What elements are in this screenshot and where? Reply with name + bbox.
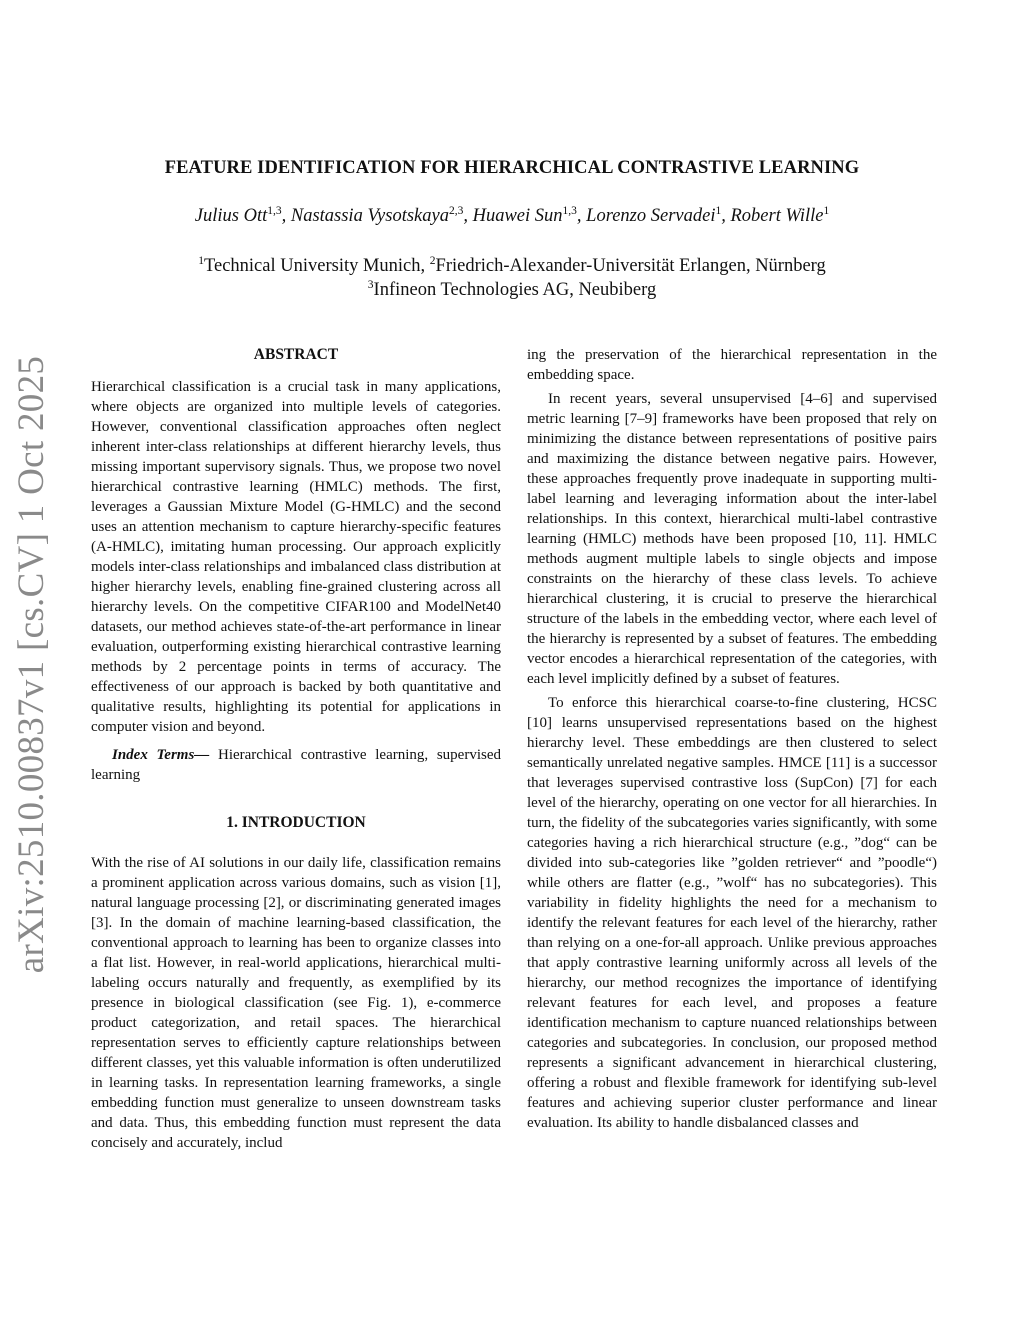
arxiv-identifier-stamp xyxy=(2,355,62,973)
author-name: Lorenzo Servadei xyxy=(586,206,716,226)
index-terms-text: Hierarchical contrastive learning, supervised learning xyxy=(91,747,501,783)
right-column xyxy=(527,345,937,1133)
index-terms xyxy=(91,745,501,785)
author-name: Robert Wille xyxy=(730,206,824,226)
affiliation-tum: Technical University Munich, xyxy=(203,256,430,276)
index-terms-label: Index Terms— xyxy=(112,747,210,763)
affiliation-infineon: Infineon Technologies AG, Neubiberg xyxy=(373,280,657,300)
author-name: Nastassia Vysotskaya xyxy=(290,206,449,226)
introduction-paragraph-2: In recent years, several unsupervised [4–6] and supervised metric learning [7–9] frameworks have been proposed that rely on minimizing the distance between representations of positive pairs and maximizing the distance between negative pairs. However, these approaches frequently prove inadequate in supporting multi-label learning and leveraging information about the inter-label relationships. In this context, hierarchical multi-label contrastive learning (HMLC) methods have been proposed [10, 11]. HMLC methods augment multiple labels to single objects and impose constraints on the hierarchy of these class levels. To achieve hierarchical clustering, it is crucial to preserve the hierarchical structure of the labels in the embedding vector, where each level of the hierarchy is represented by a subset of features. The embedding vector encodes a hierarchical representation of the categories, with each level implicitly defined by a subset of features. xyxy=(527,391,937,687)
abstract-text: Hierarchical classification is a crucial task in many applications, where objects are organized into multiple levels of categories. However, conventional classification approaches often neglect inherent inter-class relationships at different hierarchy levels, thus missing important supervisory signals. Thus, we propose two novel hierarchical contrastive learning (HMLC) methods. The first, leverages a Gaussian Mixture Model (G-HMLC) and the second uses an attention mechanism to capture hierarchy-specific features (A-HMLC), imitating human processing. Our approach explicitly models inter-class relationships and imbalanced class distribution at higher hierarchy levels, enabling fine-grained clustering across all hierarchy levels. On the competitive CIFAR100 and ModelNet40 datasets, our method achieves state-of-the-art performance in linear evaluation, outperforming existing hierarchical contrastive learning methods by 2 percentage points in terms of accuracy. The effectiveness of our approach is backed by both quantitative and qualitative results, highlighting its potential for applications in computer vision and beyond. xyxy=(91,379,501,735)
author-list: Julius Ott$^{1,3}$, Nastassia Vysotskaya$^{2,3}$, Huawei Sun$^{1,3}$, Lorenzo Servadei$^1$, Robert Wille$^1$ xyxy=(194,204,830,226)
left-column xyxy=(91,345,501,1153)
author-name: Julius Ott xyxy=(194,206,268,226)
affiliations xyxy=(0,254,1024,302)
affiliation-line xyxy=(0,254,1024,278)
author-name: Huawei Sun xyxy=(472,206,563,226)
introduction-paragraph-1-continued: ing the preservation of the hierarchical representation in the embedding space. xyxy=(527,347,937,383)
affiliation-mark: 2 xyxy=(429,254,436,267)
author-affiliation-mark: 1 xyxy=(715,204,722,217)
abstract-heading: ABSTRACT xyxy=(253,346,339,363)
affiliation-fau: Friedrich-Alexander-Universität Erlangen, Nürnberg xyxy=(435,256,826,276)
affiliation-mark: 1 xyxy=(198,254,204,267)
introduction-paragraph-3: To enforce this hierarchical coarse-to-fine clustering, HCSC [10] learns unsupervised representations based on the highest hierarchy level. These embeddings are then clustered to select semantically unrelated negative samples. HMCE [11] is a successor that leverages supervised contrastive loss (SupCon) [7] for each level of the hierarchy, operating on one vector for all hierarchies. In turn, the fidelity of the subcategories varies significantly, with some categories having a rich hierarchical structure (e.g., ”dog“ can be divided into sub-categories like ”golden retriever“ and ”poodle“) while others are flatter (e.g., ”wolf“ has no subcategories). This variability in fidelity highlights the need for a mechanism to identify the relevant features for each level of the hierarchy, rather than relying on a one-for-all approach. Unlike previous approaches that apply contrastive learning uniformly across all levels of the hierarchy, our method recognizes the importance of identifying relevant features for each level, and proposes a feature identification mechanism to capture nuanced relationships between categories and subcategories. In conclusion, our proposed method represents a significant advancement in hierarchical clustering, offering a robust and flexible framework for identifying sub-level features and achieving superior cluster performance and linear evaluation. Its ability to handle disbalanced classes and xyxy=(527,695,937,1131)
author-affiliation-mark: 1,3 xyxy=(267,204,282,217)
author-affiliation-mark: 1,3 xyxy=(562,204,577,217)
arxiv-identifier-text: arXiv:2510.00837v1 [cs.CV] 1 Oct 2025 xyxy=(11,355,53,973)
introduction-paragraph-1: With the rise of AI solutions in our daily life, classification remains a prominent application across various domains, such as vision [1], natural language processing [2], or discriminating generated images [3]. In the domain of machine learning-based classification, the conventional approach to learning has been to organize classes into a flat list. However, in real-world applications, hierarchical multi-labeling occurs naturally and frequently, as exemplified by its presence in biological classification (see Fig. 1), e-commerce product categorization, and retail spaces. The hierarchical representation serves to efficiently capture relationships between different classes, yet this valuable information is often underutilized in learning tasks. In representation learning frameworks, a single embedding function must generalize to unseen downstream tasks and data. Thus, this embedding function must represent the data concisely and accurately, includ xyxy=(91,855,501,1151)
author-affiliation-mark: 1 xyxy=(823,204,830,217)
affiliation-mark: 3 xyxy=(367,278,374,291)
paper-title: FEATURE IDENTIFICATION FOR HIERARCHICAL CONTRASTIVE LEARNING xyxy=(164,158,860,178)
author-affiliation-mark: 2,3 xyxy=(448,204,464,217)
affiliation-line xyxy=(0,278,1024,302)
introduction-heading: 1. INTRODUCTION xyxy=(226,814,366,831)
